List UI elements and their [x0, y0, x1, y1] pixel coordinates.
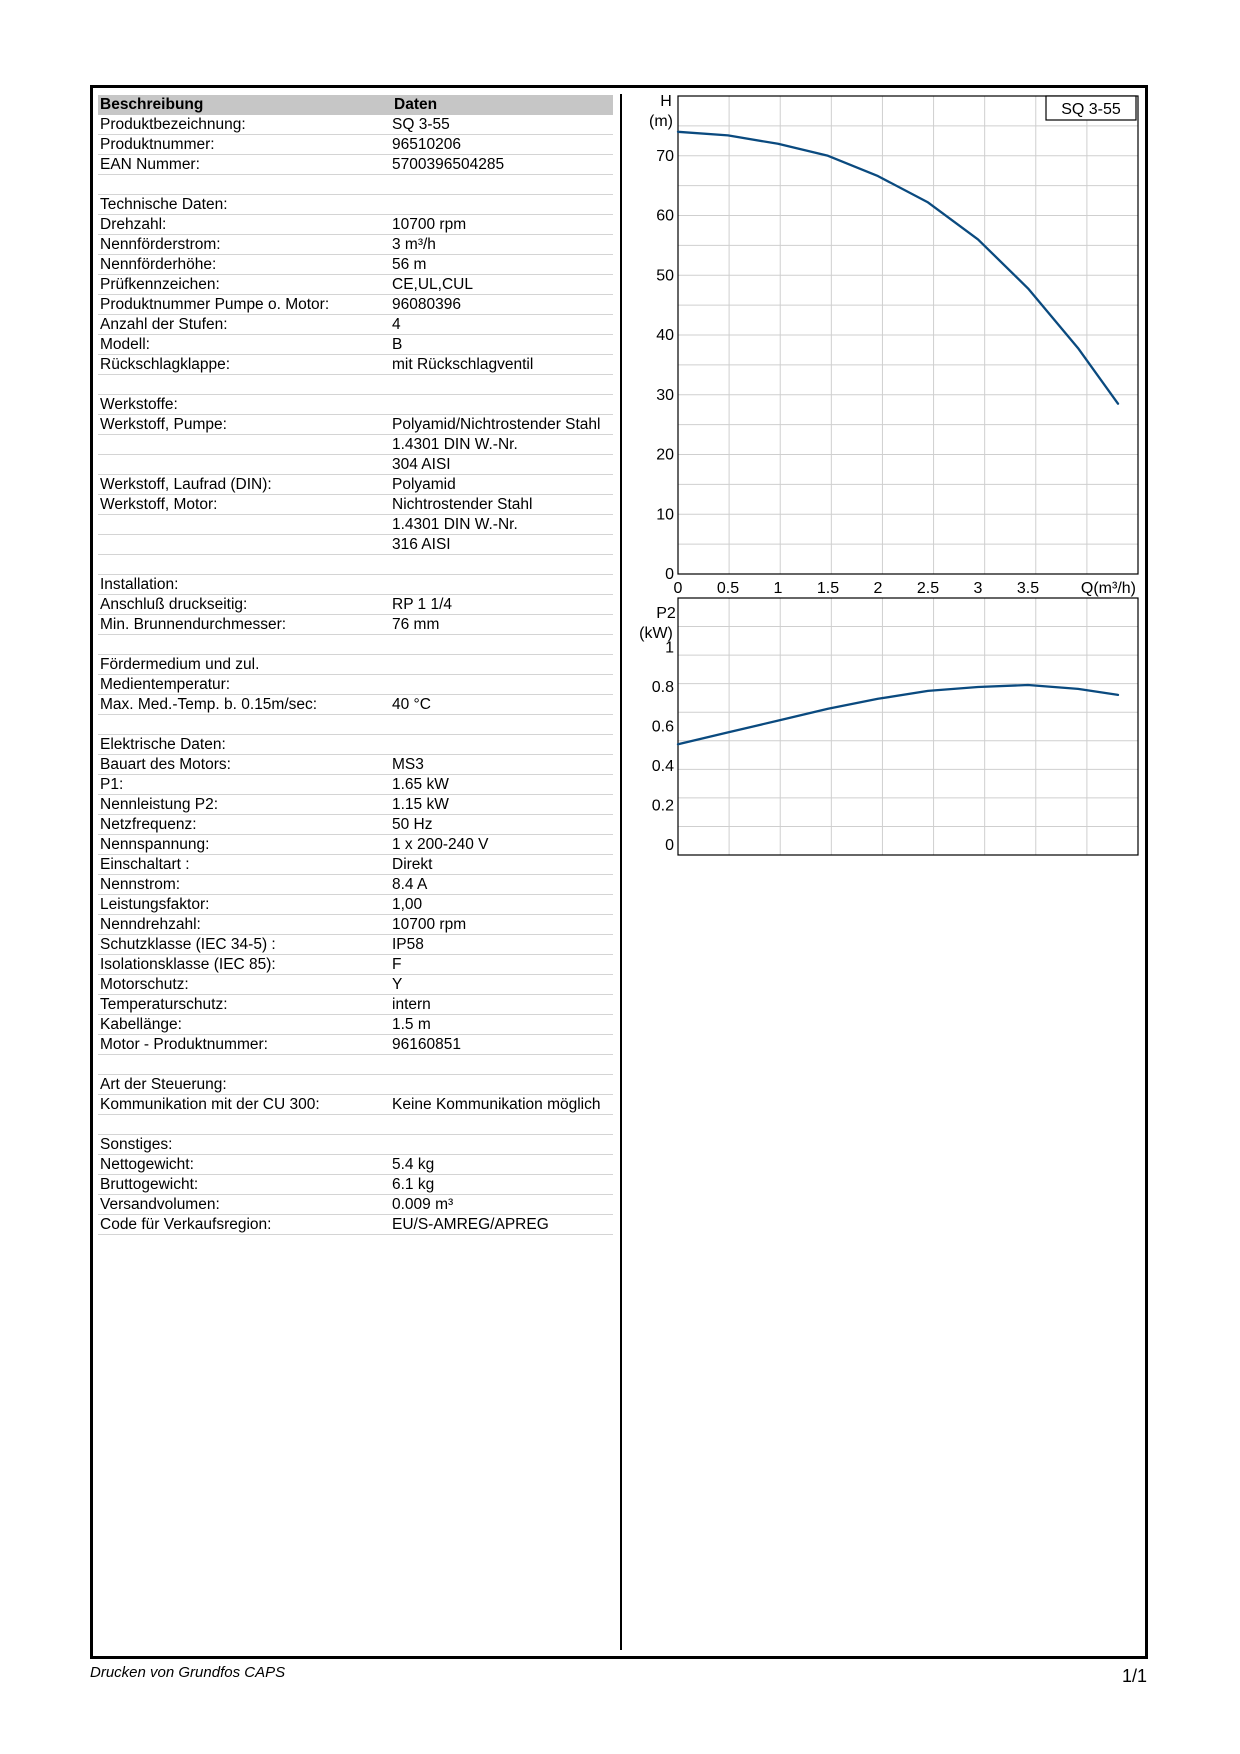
table-row — [98, 515, 613, 535]
row-description: Nennstrom: — [100, 876, 181, 893]
table-row — [98, 115, 613, 135]
table-row — [98, 315, 613, 335]
table-row — [98, 555, 613, 575]
table-row — [98, 175, 613, 195]
row-description: Werkstoff, Laufrad (DIN): — [100, 476, 272, 493]
row-value: 1.65 kW — [392, 776, 449, 793]
y-axis-unit: (kW) — [639, 625, 673, 642]
table-row — [98, 995, 613, 1015]
table-row — [98, 1035, 613, 1055]
row-value: Keine Kommunikation möglich — [392, 1096, 601, 1113]
power-chart-plot-frame — [678, 598, 1138, 855]
row-value: 96510206 — [392, 136, 461, 153]
row-description: Fördermedium und zul. — [100, 656, 260, 673]
row-description: Nennförderhöhe: — [100, 256, 217, 273]
table-row — [98, 375, 613, 395]
footer-page-number: 1/1 — [1122, 1666, 1148, 1686]
row-description: Max. Med.-Temp. b. 0.15m/sec: — [100, 696, 318, 713]
table-row — [98, 1215, 613, 1235]
table-row — [98, 935, 613, 955]
y-tick-label: 10 — [656, 506, 674, 524]
y-tick-label: 0.8 — [651, 678, 674, 696]
table-row — [98, 835, 613, 855]
row-description: Netzfrequenz: — [100, 816, 197, 833]
row-value: 316 AISI — [392, 536, 451, 553]
row-value: 1.4301 DIN W.-Nr. — [392, 436, 518, 453]
y-tick-label: 0 — [665, 837, 674, 855]
row-description — [98, 635, 390, 654]
row-description — [98, 515, 390, 534]
table-row — [98, 355, 613, 375]
table-row — [98, 1015, 613, 1035]
header-description: Beschreibung — [100, 96, 204, 113]
row-description: Werkstoff, Motor: — [100, 496, 218, 513]
table-row — [98, 455, 613, 475]
x-tick-label: 2 — [873, 580, 883, 597]
table-row — [98, 795, 613, 815]
table-row — [98, 875, 613, 895]
row-description — [98, 455, 390, 474]
table-row — [98, 675, 613, 695]
table-row — [98, 755, 613, 775]
row-value — [390, 655, 613, 674]
y-axis-label: H — [660, 93, 672, 110]
row-description: Kommunikation mit der CU 300: — [100, 1096, 320, 1113]
row-description — [98, 535, 390, 554]
table-row — [98, 155, 613, 175]
row-description: Werkstoff, Pumpe: — [100, 416, 227, 433]
spec-table-header — [98, 95, 613, 115]
header-data: Daten — [394, 96, 438, 113]
row-value: 6.1 kg — [392, 1176, 435, 1193]
row-description: Einschaltart : — [100, 856, 190, 873]
row-description: Anzahl der Stufen: — [100, 316, 228, 333]
row-value: 5700396504285 — [392, 156, 505, 173]
row-value: mit Rückschlagventil — [392, 356, 534, 373]
row-value: 10700 rpm — [392, 916, 467, 933]
row-value: Y — [392, 976, 403, 993]
table-row — [98, 975, 613, 995]
row-value: 56 m — [392, 256, 427, 273]
row-description: Sonstiges: — [100, 1136, 173, 1153]
row-description: Werkstoffe: — [100, 396, 178, 413]
row-value: 96080396 — [392, 296, 461, 313]
row-value — [390, 1075, 613, 1094]
y-tick-label: 0.4 — [651, 758, 674, 776]
table-row — [98, 495, 613, 515]
x-tick-label: 1 — [773, 580, 783, 597]
row-value: Direkt — [392, 856, 433, 873]
row-description: Medientemperatur: — [100, 676, 231, 693]
table-row — [98, 1075, 613, 1095]
table-row — [98, 415, 613, 435]
row-value: Nichtrostender Stahl — [392, 496, 533, 513]
row-description: Produktbezeichnung: — [100, 116, 246, 133]
row-value: 40 °C — [392, 696, 431, 713]
row-value: 1.5 m — [392, 1016, 431, 1033]
y-tick-label: 30 — [656, 386, 674, 404]
row-value — [390, 395, 613, 414]
row-value: Polyamid — [392, 476, 456, 493]
row-value: RP 1 1/4 — [392, 596, 453, 613]
x-tick-label: 3.5 — [1016, 580, 1040, 597]
y-tick-label: 50 — [656, 267, 674, 285]
table-row — [98, 235, 613, 255]
y-axis-label: P2 — [656, 605, 676, 622]
row-value — [390, 555, 613, 574]
row-value: Polyamid/Nichtrostender Stahl — [392, 416, 601, 433]
y-tick-label: 60 — [656, 207, 674, 225]
row-value: 1,00 — [392, 896, 423, 913]
table-row — [98, 195, 613, 215]
row-description: Nennförderstrom: — [100, 236, 221, 253]
row-description — [98, 715, 390, 734]
row-value: 76 mm — [392, 616, 440, 633]
table-row — [98, 615, 613, 635]
row-value: 50 Hz — [392, 816, 433, 833]
y-tick-label: 0.2 — [651, 797, 674, 815]
row-description: EAN Nummer: — [100, 156, 200, 173]
table-row — [98, 955, 613, 975]
row-value: 96160851 — [392, 1036, 461, 1053]
row-description: Nettogewicht: — [100, 1156, 194, 1173]
row-description: Kabellänge: — [100, 1016, 182, 1033]
table-row — [98, 1055, 613, 1075]
table-row — [98, 435, 613, 455]
table-row — [98, 135, 613, 155]
row-description: Bauart des Motors: — [100, 756, 231, 773]
row-description: Motor - Produktnummer: — [100, 1036, 268, 1053]
x-tick-label: 0.5 — [716, 580, 740, 597]
table-row — [98, 275, 613, 295]
row-value: 10700 rpm — [392, 216, 467, 233]
row-value — [390, 635, 613, 654]
table-row — [98, 655, 613, 675]
row-value — [390, 575, 613, 594]
row-description: Installation: — [100, 576, 179, 593]
x-tick-label: 2.5 — [916, 580, 940, 597]
row-value: CE,UL,CUL — [392, 276, 473, 293]
row-description — [98, 175, 390, 194]
legend-label: SQ 3-55 — [1061, 101, 1121, 118]
row-value: intern — [392, 996, 431, 1013]
y-tick-label: 40 — [656, 327, 674, 344]
row-value: 8.4 A — [392, 876, 428, 893]
table-row — [98, 855, 613, 875]
table-row — [98, 895, 613, 915]
x-tick-label: 1.5 — [816, 580, 840, 597]
row-description: Modell: — [100, 336, 150, 353]
row-value — [390, 675, 613, 694]
row-description: P1: — [100, 776, 124, 793]
row-description: Produktnummer: — [100, 136, 215, 153]
row-value: 1.4301 DIN W.-Nr. — [392, 516, 518, 533]
row-value — [390, 735, 613, 754]
y-tick-label: 0.6 — [651, 718, 674, 736]
footer-printed-by: Drucken von Grundfos CAPS — [90, 1664, 286, 1681]
table-row — [98, 1175, 613, 1195]
y-tick-label: 1 — [665, 639, 674, 657]
row-description: Produktnummer Pumpe o. Motor: — [100, 296, 330, 313]
row-description: Versandvolumen: — [100, 1196, 220, 1213]
row-description: Nennleistung P2: — [100, 796, 219, 813]
table-row — [98, 1155, 613, 1175]
table-row — [98, 635, 613, 655]
row-description: Technische Daten: — [100, 196, 228, 213]
row-value: EU/S-AMREG/APREG — [392, 1216, 549, 1233]
table-row — [98, 335, 613, 355]
table-row — [98, 295, 613, 315]
series-line-2 — [678, 685, 1118, 744]
row-value — [390, 175, 613, 194]
row-description: Schutzklasse (IEC 34-5) : — [100, 936, 276, 953]
row-value — [390, 1115, 613, 1134]
row-value — [390, 1055, 613, 1074]
row-description — [98, 1115, 390, 1134]
row-value: MS3 — [392, 756, 424, 773]
row-description: Anschluß druckseitig: — [100, 596, 248, 613]
row-description — [98, 1055, 390, 1074]
pump-curves-chart — [630, 88, 1140, 858]
table-row — [98, 915, 613, 935]
row-value: 0.009 m³ — [392, 1196, 454, 1213]
row-value: IP58 — [392, 936, 424, 953]
row-description: Leistungsfaktor: — [100, 896, 210, 913]
row-description: Motorschutz: — [100, 976, 189, 993]
row-value: 4 — [392, 316, 401, 333]
x-axis-label: Q(m³/h) — [1080, 580, 1136, 597]
row-description — [98, 435, 390, 454]
table-row — [98, 715, 613, 735]
y-tick-label: 20 — [656, 446, 674, 464]
row-value: B — [392, 336, 403, 353]
y-tick-label: 0 — [665, 566, 674, 583]
row-description: Isolationsklasse (IEC 85): — [100, 956, 276, 973]
table-row — [98, 775, 613, 795]
table-row — [98, 735, 613, 755]
row-value — [390, 715, 613, 734]
spec-table — [98, 95, 613, 1235]
table-row — [98, 575, 613, 595]
table-row — [98, 475, 613, 495]
row-value: 1.15 kW — [392, 796, 449, 813]
table-row — [98, 1095, 613, 1115]
row-value: SQ 3-55 — [392, 116, 450, 133]
series-line-1 — [678, 132, 1118, 404]
table-row — [98, 1135, 613, 1155]
row-description — [98, 375, 390, 394]
table-row — [98, 535, 613, 555]
y-tick-label: 70 — [656, 147, 674, 165]
row-description — [98, 555, 390, 574]
table-row — [98, 395, 613, 415]
row-value: 304 AISI — [392, 456, 451, 473]
row-description: Code für Verkaufsregion: — [100, 1216, 272, 1233]
table-row — [98, 215, 613, 235]
row-description: Rückschlagklappe: — [100, 356, 231, 373]
table-row — [98, 595, 613, 615]
row-description: Nenndrehzahl: — [100, 916, 201, 933]
row-description: Drehzahl: — [100, 216, 167, 233]
table-row — [98, 1195, 613, 1215]
row-description: Min. Brunnendurchmesser: — [100, 616, 287, 633]
row-value: 5.4 kg — [392, 1156, 435, 1173]
x-tick-label: 3 — [973, 580, 983, 597]
table-row — [98, 695, 613, 715]
table-row — [98, 1115, 613, 1135]
row-value — [390, 1135, 613, 1154]
row-value: 1 x 200-240 V — [392, 836, 489, 853]
row-value — [390, 375, 613, 394]
y-axis-unit: (m) — [649, 113, 673, 130]
column-divider — [620, 94, 622, 1650]
row-description: Bruttogewicht: — [100, 1176, 199, 1193]
row-description: Elektrische Daten: — [100, 736, 226, 753]
x-tick-label: 0 — [673, 580, 683, 597]
row-value — [390, 195, 613, 214]
row-description: Prüfkennzeichen: — [100, 276, 220, 293]
table-row — [98, 815, 613, 835]
row-description: Nennspannung: — [100, 836, 210, 853]
row-value: 3 m³/h — [392, 236, 436, 253]
row-description: Art der Steuerung: — [100, 1076, 227, 1093]
row-description: Temperaturschutz: — [100, 996, 228, 1013]
table-row — [98, 255, 613, 275]
row-value: F — [392, 956, 402, 973]
